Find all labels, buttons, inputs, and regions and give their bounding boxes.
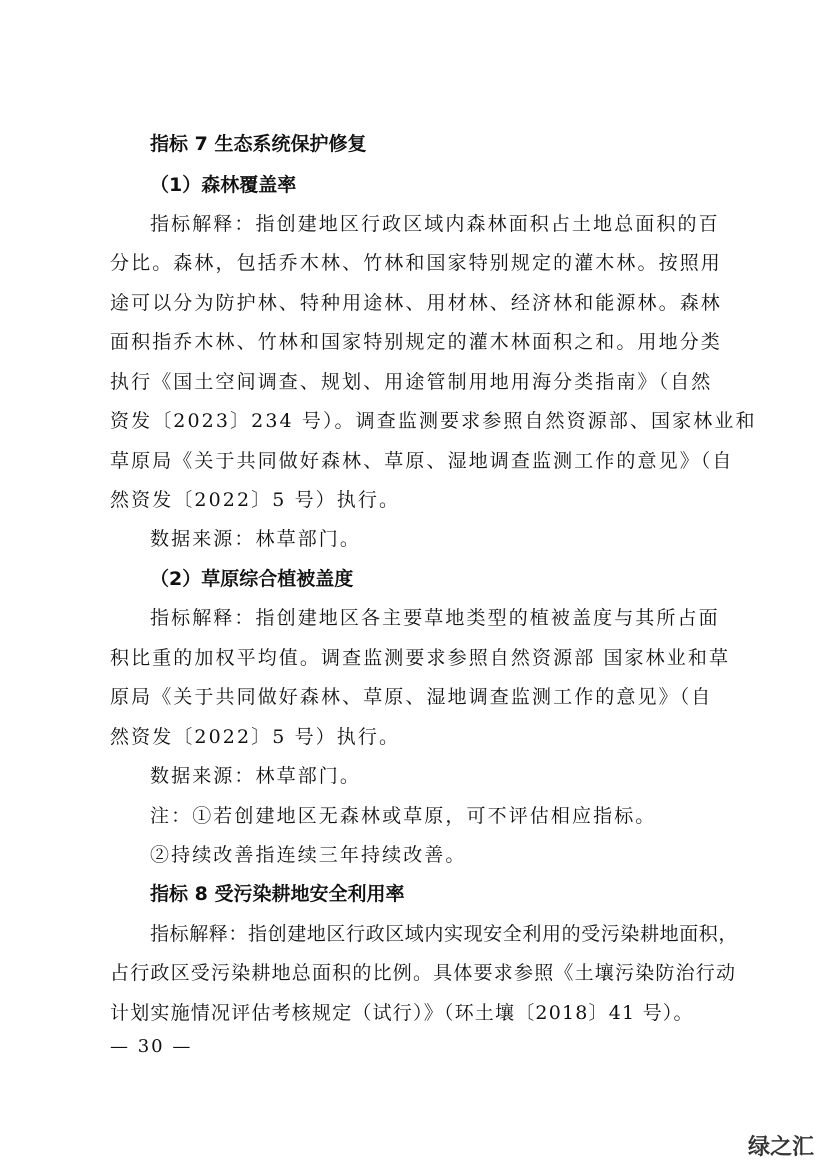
paragraph-line: 途可以分为防护林、特种用途林、用材林、经济林和能源林。森林 <box>110 292 722 314</box>
note-line: ②持续改善指连续三年持续改善。 <box>150 844 467 866</box>
paragraph-line: 分比。森林，包括乔木林、竹林和国家特别规定的灌木林。按照用 <box>110 252 722 274</box>
grassland-coverage-subtitle: （2）草原综合植被盖度 <box>150 568 354 590</box>
paragraph-line: 指标解释：指创建地区各主要草地类型的植被盖度与其所占面 <box>150 607 720 629</box>
paragraph-line: 指标解释：指创建地区行政区域内实现安全利用的受污染耕地面积， <box>150 923 739 945</box>
data-source: 数据来源：林草部门。 <box>150 528 362 550</box>
note-line: 注：①若创建地区无森林或草原，可不评估相应指标。 <box>150 805 657 827</box>
paragraph-line: 资发〔2023〕234 号）。调查监测要求参照自然资源部、国家林业和 <box>110 410 757 432</box>
paragraph-line: 积比重的加权平均值。调查监测要求参照自然资源部 国家林业和草 <box>110 647 731 669</box>
paragraph-line: 执行《国土空间调查、规划、用途管制用地用海分类指南》（自然 <box>110 371 713 393</box>
indicator-7-title: 指标 7 生态系统保护修复 <box>150 133 367 155</box>
data-source: 数据来源：林草部门。 <box>150 765 362 787</box>
paragraph-line: 指标解释：指创建地区行政区域内森林面积占土地总面积的百 <box>150 213 720 235</box>
paragraph-line: 然资发〔2022〕5 号）执行。 <box>110 726 401 748</box>
forest-coverage-subtitle: （1）森林覆盖率 <box>150 174 297 196</box>
paragraph-line: 草原局《关于共同做好森林、草原、湿地调查监测工作的意见》（自 <box>110 450 734 472</box>
paragraph-line: 面积指乔木林、竹林和国家特别规定的灌木林面积之和。用地分类 <box>110 331 722 353</box>
watermark-logo: 绿之汇 <box>747 1135 814 1160</box>
paragraph-line: 然资发〔2022〕5 号）执行。 <box>110 489 401 511</box>
paragraph-line: 占行政区受污染耕地总面积的比例。具体要求参照《土壤污染防治行动 <box>110 962 737 984</box>
paragraph-line: 计划实施情况评估考核规定（试行）》（环土壤〔2018〕41 号）。 <box>110 1002 694 1024</box>
indicator-8-title: 指标 8 受污染耕地安全利用率 <box>150 883 405 905</box>
page-number: — 30 — <box>110 1036 193 1057</box>
paragraph-line: 原局《关于共同做好森林、草原、湿地调查监测工作的意见》（自 <box>110 686 713 708</box>
